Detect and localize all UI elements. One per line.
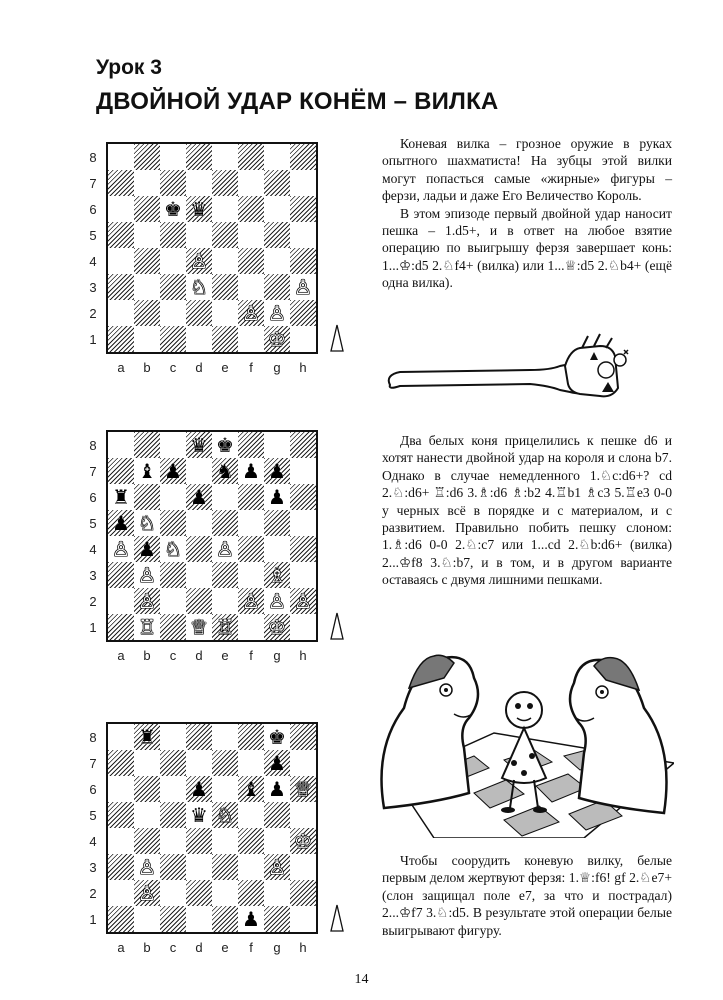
board-square xyxy=(134,248,160,274)
chess-piece: ♙ xyxy=(294,589,312,613)
board-square xyxy=(264,432,290,458)
file-label: c xyxy=(169,360,177,375)
white-to-move-icon xyxy=(330,324,344,352)
board-square xyxy=(290,248,316,274)
board-square xyxy=(238,750,264,776)
board-square xyxy=(186,906,212,932)
chess-piece: ♔ xyxy=(268,327,286,351)
board-square xyxy=(290,196,316,222)
board-square xyxy=(160,484,186,510)
rank-label: 2 xyxy=(89,886,97,901)
board-square xyxy=(212,196,238,222)
chess-piece: ♜ xyxy=(112,485,130,509)
board-square xyxy=(186,144,212,170)
board-square xyxy=(238,432,264,458)
board-square xyxy=(134,432,160,458)
board-square xyxy=(238,536,264,562)
chess-piece: ♘ xyxy=(216,803,234,827)
board-square xyxy=(290,880,316,906)
rank-label: 2 xyxy=(89,594,97,609)
board-square xyxy=(160,300,186,326)
board-square xyxy=(264,880,290,906)
board-square xyxy=(108,274,134,300)
rank-label: 7 xyxy=(89,756,97,771)
board-square xyxy=(212,222,238,248)
board-square xyxy=(186,536,212,562)
board-square xyxy=(186,458,212,484)
board-square xyxy=(238,854,264,880)
board-square xyxy=(134,776,160,802)
board-square xyxy=(290,536,316,562)
paragraph: Два белых коня прицелились к пешке d6 и хотят нанести двойной удар на короля и слона b7. Однако в случае немедленного 1.♘c:d6+? cd 2.♘:d6+ ♖:d6 3.♗:d6 ♗:b2 4.♖b1 ♗c3 5.♖e3 0-0 у черных всё в порядке и с материалом, и с развитием. Правильно побить пешку слоном: 1.♗:d6 0-0 2.♘:c7 или 1...cd 2.♘b:d6+ (вилка) 2...♔f8 3.♘:b7, и в том, и в другом варианте оставаясь с двумя лишними пешками. xyxy=(382,433,672,588)
board-square xyxy=(186,510,212,536)
board-square xyxy=(160,750,186,776)
board-square xyxy=(290,458,316,484)
board-square xyxy=(290,484,316,510)
chess-piece: ♟ xyxy=(242,459,260,483)
board-square xyxy=(238,144,264,170)
file-label: g xyxy=(273,940,281,955)
board-square xyxy=(108,222,134,248)
rank-label: 6 xyxy=(89,202,97,217)
chess-piece: ♙ xyxy=(242,301,260,325)
board-square xyxy=(238,880,264,906)
board-square xyxy=(160,326,186,352)
board-square xyxy=(160,588,186,614)
chess-piece: ♟ xyxy=(268,459,286,483)
board-square xyxy=(238,196,264,222)
chess-piece: ♙ xyxy=(268,301,286,325)
board-square xyxy=(290,326,316,352)
board-square xyxy=(264,144,290,170)
board-square xyxy=(134,300,160,326)
text-block-1 xyxy=(382,135,672,292)
file-label: e xyxy=(221,648,229,663)
chess-diagram-3 xyxy=(86,722,366,972)
board-square xyxy=(238,248,264,274)
board-square xyxy=(108,588,134,614)
chess-piece: ♟ xyxy=(268,777,286,801)
board-square xyxy=(160,854,186,880)
chess-piece: ♟ xyxy=(268,751,286,775)
board-square xyxy=(290,510,316,536)
board-square xyxy=(212,326,238,352)
board-square xyxy=(238,484,264,510)
chess-diagram-1 xyxy=(86,142,366,392)
paragraph: В этом эпизоде первый двойной удар наносит пешка – 1.d5+, и в ответ на любое взятие операцию по выигрышу ферзя завершает конь: 1...♔:d5 2.♘f4+ (вилка) или 1...♕:d5 2.♘b4+ (ещё одна вилка). xyxy=(382,205,672,291)
rank-label: 4 xyxy=(89,834,97,849)
rank-label: 6 xyxy=(89,782,97,797)
board-square xyxy=(238,562,264,588)
board-square xyxy=(186,724,212,750)
board-square xyxy=(264,802,290,828)
board-square xyxy=(264,510,290,536)
board-square xyxy=(108,248,134,274)
file-label: f xyxy=(249,940,253,955)
board-square xyxy=(186,880,212,906)
rank-label: 6 xyxy=(89,490,97,505)
board-square xyxy=(134,484,160,510)
board-square xyxy=(238,614,264,640)
chess-piece: ♟ xyxy=(242,907,260,931)
board-square xyxy=(134,144,160,170)
board-square xyxy=(108,562,134,588)
board-square xyxy=(134,222,160,248)
board-square xyxy=(290,300,316,326)
fork-illustration xyxy=(380,330,680,420)
board-square xyxy=(212,906,238,932)
chess-piece: ♘ xyxy=(190,275,208,299)
text-block-3 xyxy=(382,852,672,939)
rank-label: 2 xyxy=(89,306,97,321)
board-square xyxy=(212,880,238,906)
board-square xyxy=(290,144,316,170)
board-square xyxy=(212,248,238,274)
board-square xyxy=(134,274,160,300)
board-square xyxy=(264,828,290,854)
board-square xyxy=(160,906,186,932)
board-square xyxy=(212,724,238,750)
file-label: a xyxy=(117,360,125,375)
file-labels xyxy=(108,648,316,662)
board-square xyxy=(186,170,212,196)
board-square xyxy=(160,802,186,828)
chess-piece: ♟ xyxy=(190,777,208,801)
chess-piece: ♔ xyxy=(294,829,312,853)
rank-label: 1 xyxy=(89,912,97,927)
file-label: b xyxy=(143,648,151,663)
rank-label: 5 xyxy=(89,516,97,531)
chess-board xyxy=(106,430,318,642)
board-square xyxy=(290,432,316,458)
chess-piece: ♙ xyxy=(268,589,286,613)
rank-label: 5 xyxy=(89,808,97,823)
board-square xyxy=(290,170,316,196)
file-label: h xyxy=(299,940,307,955)
board-square xyxy=(212,854,238,880)
chess-piece: ♕ xyxy=(294,777,312,801)
chess-piece: ♟ xyxy=(268,485,286,509)
board-square xyxy=(160,170,186,196)
rank-label: 7 xyxy=(89,464,97,479)
board-square xyxy=(238,274,264,300)
board-square xyxy=(212,776,238,802)
white-to-move-icon xyxy=(330,612,344,640)
board-square xyxy=(186,300,212,326)
board-square xyxy=(108,776,134,802)
file-label: h xyxy=(299,648,307,663)
chess-piece: ♙ xyxy=(138,881,156,905)
chess-piece: ♘ xyxy=(138,511,156,535)
file-label: f xyxy=(249,360,253,375)
rank-label: 4 xyxy=(89,542,97,557)
chess-piece: ♚ xyxy=(216,433,234,457)
board-square xyxy=(134,750,160,776)
chess-piece: ♛ xyxy=(190,197,208,221)
file-label: b xyxy=(143,940,151,955)
board-square xyxy=(134,828,160,854)
board-square xyxy=(290,614,316,640)
board-square xyxy=(134,170,160,196)
board-square xyxy=(108,828,134,854)
board-square xyxy=(290,906,316,932)
board-square xyxy=(108,802,134,828)
board-square xyxy=(212,300,238,326)
board-square xyxy=(160,724,186,750)
board-square xyxy=(160,562,186,588)
file-label: d xyxy=(195,360,203,375)
chess-piece: ♟ xyxy=(138,537,156,561)
file-label: f xyxy=(249,648,253,663)
knights-cartoon-illustration xyxy=(374,628,674,838)
file-label: a xyxy=(117,940,125,955)
board-square xyxy=(212,828,238,854)
board-square xyxy=(290,222,316,248)
chess-piece: ♝ xyxy=(138,459,156,483)
file-label: c xyxy=(169,940,177,955)
rank-label: 4 xyxy=(89,254,97,269)
file-label: b xyxy=(143,360,151,375)
chess-piece: ♖ xyxy=(216,615,234,639)
chess-piece: ♛ xyxy=(190,433,208,457)
board-square xyxy=(186,750,212,776)
chess-piece: ♙ xyxy=(216,537,234,561)
rank-label: 8 xyxy=(89,438,97,453)
file-labels xyxy=(108,940,316,954)
chess-piece: ♙ xyxy=(268,855,286,879)
board-square xyxy=(160,776,186,802)
chess-piece: ♞ xyxy=(216,459,234,483)
board-square xyxy=(264,170,290,196)
board-square xyxy=(212,510,238,536)
board-square xyxy=(186,588,212,614)
board-square xyxy=(238,222,264,248)
file-label: h xyxy=(299,360,307,375)
board-square xyxy=(290,562,316,588)
chess-piece: ♙ xyxy=(138,589,156,613)
board-square xyxy=(238,802,264,828)
board-square xyxy=(290,750,316,776)
board-square xyxy=(238,724,264,750)
board-square xyxy=(212,144,238,170)
chess-piece: ♗ xyxy=(268,563,286,587)
board-square xyxy=(160,274,186,300)
chess-piece: ♙ xyxy=(242,589,260,613)
board-square xyxy=(264,248,290,274)
board-square xyxy=(108,196,134,222)
white-to-move-icon xyxy=(330,904,344,932)
board-square xyxy=(108,458,134,484)
file-label: c xyxy=(169,648,177,663)
chess-diagram-2 xyxy=(86,430,366,680)
chess-piece: ♚ xyxy=(164,197,182,221)
board-square xyxy=(212,274,238,300)
board-square xyxy=(264,222,290,248)
paragraph: Чтобы соорудить коневую вилку, белые первым делом жертвуют ферзя: 1.♕:f6! gf 2.♘e7+ (слон защищал поле е7, за что и пострадал) 2...♔f7 3.♘:d5. В результате этой операции белые выигрывают фигуру. xyxy=(382,853,672,938)
lesson-label: Урок 3 xyxy=(96,56,162,79)
chess-piece: ♚ xyxy=(268,725,286,749)
board-square xyxy=(108,300,134,326)
board-square xyxy=(290,802,316,828)
board-square xyxy=(108,614,134,640)
chess-piece: ♕ xyxy=(190,615,208,639)
board-square xyxy=(134,196,160,222)
board-square xyxy=(108,854,134,880)
file-label: e xyxy=(221,940,229,955)
board-square xyxy=(186,854,212,880)
chess-board xyxy=(106,142,318,354)
board-square xyxy=(134,906,160,932)
paragraph: Коневая вилка – грозное оружие в руках опытного шахматиста! На зубцы этой вилки могут попасться самые «жирные» фигуры – ферзи, ладьи и даже Его Величество Король. xyxy=(382,136,672,204)
board-square xyxy=(264,906,290,932)
chess-piece: ♔ xyxy=(268,615,286,639)
file-label: d xyxy=(195,940,203,955)
chess-piece: ♙ xyxy=(294,275,312,299)
board-square xyxy=(108,326,134,352)
board-square xyxy=(212,484,238,510)
board-square xyxy=(238,510,264,536)
rank-label: 5 xyxy=(89,228,97,243)
rank-label: 1 xyxy=(89,332,97,347)
chess-piece: ♟ xyxy=(164,459,182,483)
chess-piece: ♙ xyxy=(138,855,156,879)
chess-board xyxy=(106,722,318,934)
board-square xyxy=(160,880,186,906)
board-square xyxy=(160,614,186,640)
board-square xyxy=(290,854,316,880)
file-label: e xyxy=(221,360,229,375)
board-square xyxy=(186,326,212,352)
chess-piece: ♝ xyxy=(242,777,260,801)
board-square xyxy=(160,510,186,536)
rank-label: 7 xyxy=(89,176,97,191)
board-square xyxy=(290,724,316,750)
chess-piece: ♙ xyxy=(190,249,208,273)
rank-label: 3 xyxy=(89,280,97,295)
rank-label: 3 xyxy=(89,860,97,875)
file-labels xyxy=(108,360,316,374)
board-square xyxy=(108,170,134,196)
board-square xyxy=(160,222,186,248)
rank-label: 3 xyxy=(89,568,97,583)
board-square xyxy=(212,588,238,614)
chess-piece: ♘ xyxy=(164,537,182,561)
board-square xyxy=(212,750,238,776)
board-square xyxy=(238,828,264,854)
file-label: g xyxy=(273,360,281,375)
rank-label: 8 xyxy=(89,730,97,745)
chess-piece: ♜ xyxy=(138,725,156,749)
board-square xyxy=(160,144,186,170)
chess-piece: ♙ xyxy=(112,537,130,561)
page-title: ДВОЙНОЙ УДАР КОНЁМ – ВИЛКА xyxy=(96,88,499,115)
text-block-2 xyxy=(382,432,672,589)
page-number: 14 xyxy=(354,972,369,987)
board-square xyxy=(108,724,134,750)
chess-piece: ♖ xyxy=(138,615,156,639)
board-square xyxy=(186,828,212,854)
chess-piece: ♟ xyxy=(190,485,208,509)
board-square xyxy=(186,222,212,248)
board-square xyxy=(264,196,290,222)
board-square xyxy=(160,248,186,274)
board-square xyxy=(134,326,160,352)
file-label: g xyxy=(273,648,281,663)
board-square xyxy=(108,880,134,906)
board-square xyxy=(160,828,186,854)
rank-label: 8 xyxy=(89,150,97,165)
board-square xyxy=(108,750,134,776)
board-square xyxy=(134,802,160,828)
rank-label: 1 xyxy=(89,620,97,635)
board-square xyxy=(108,144,134,170)
board-square xyxy=(186,562,212,588)
file-label: d xyxy=(195,648,203,663)
board-square xyxy=(264,536,290,562)
file-label: a xyxy=(117,648,125,663)
board-square xyxy=(160,432,186,458)
board-square xyxy=(108,432,134,458)
chess-piece: ♙ xyxy=(138,563,156,587)
chess-piece: ♛ xyxy=(190,803,208,827)
board-square xyxy=(238,326,264,352)
board-square xyxy=(212,170,238,196)
board-square xyxy=(108,906,134,932)
chess-piece: ♟ xyxy=(112,511,130,535)
board-square xyxy=(238,170,264,196)
board-square xyxy=(212,562,238,588)
board-square xyxy=(264,274,290,300)
